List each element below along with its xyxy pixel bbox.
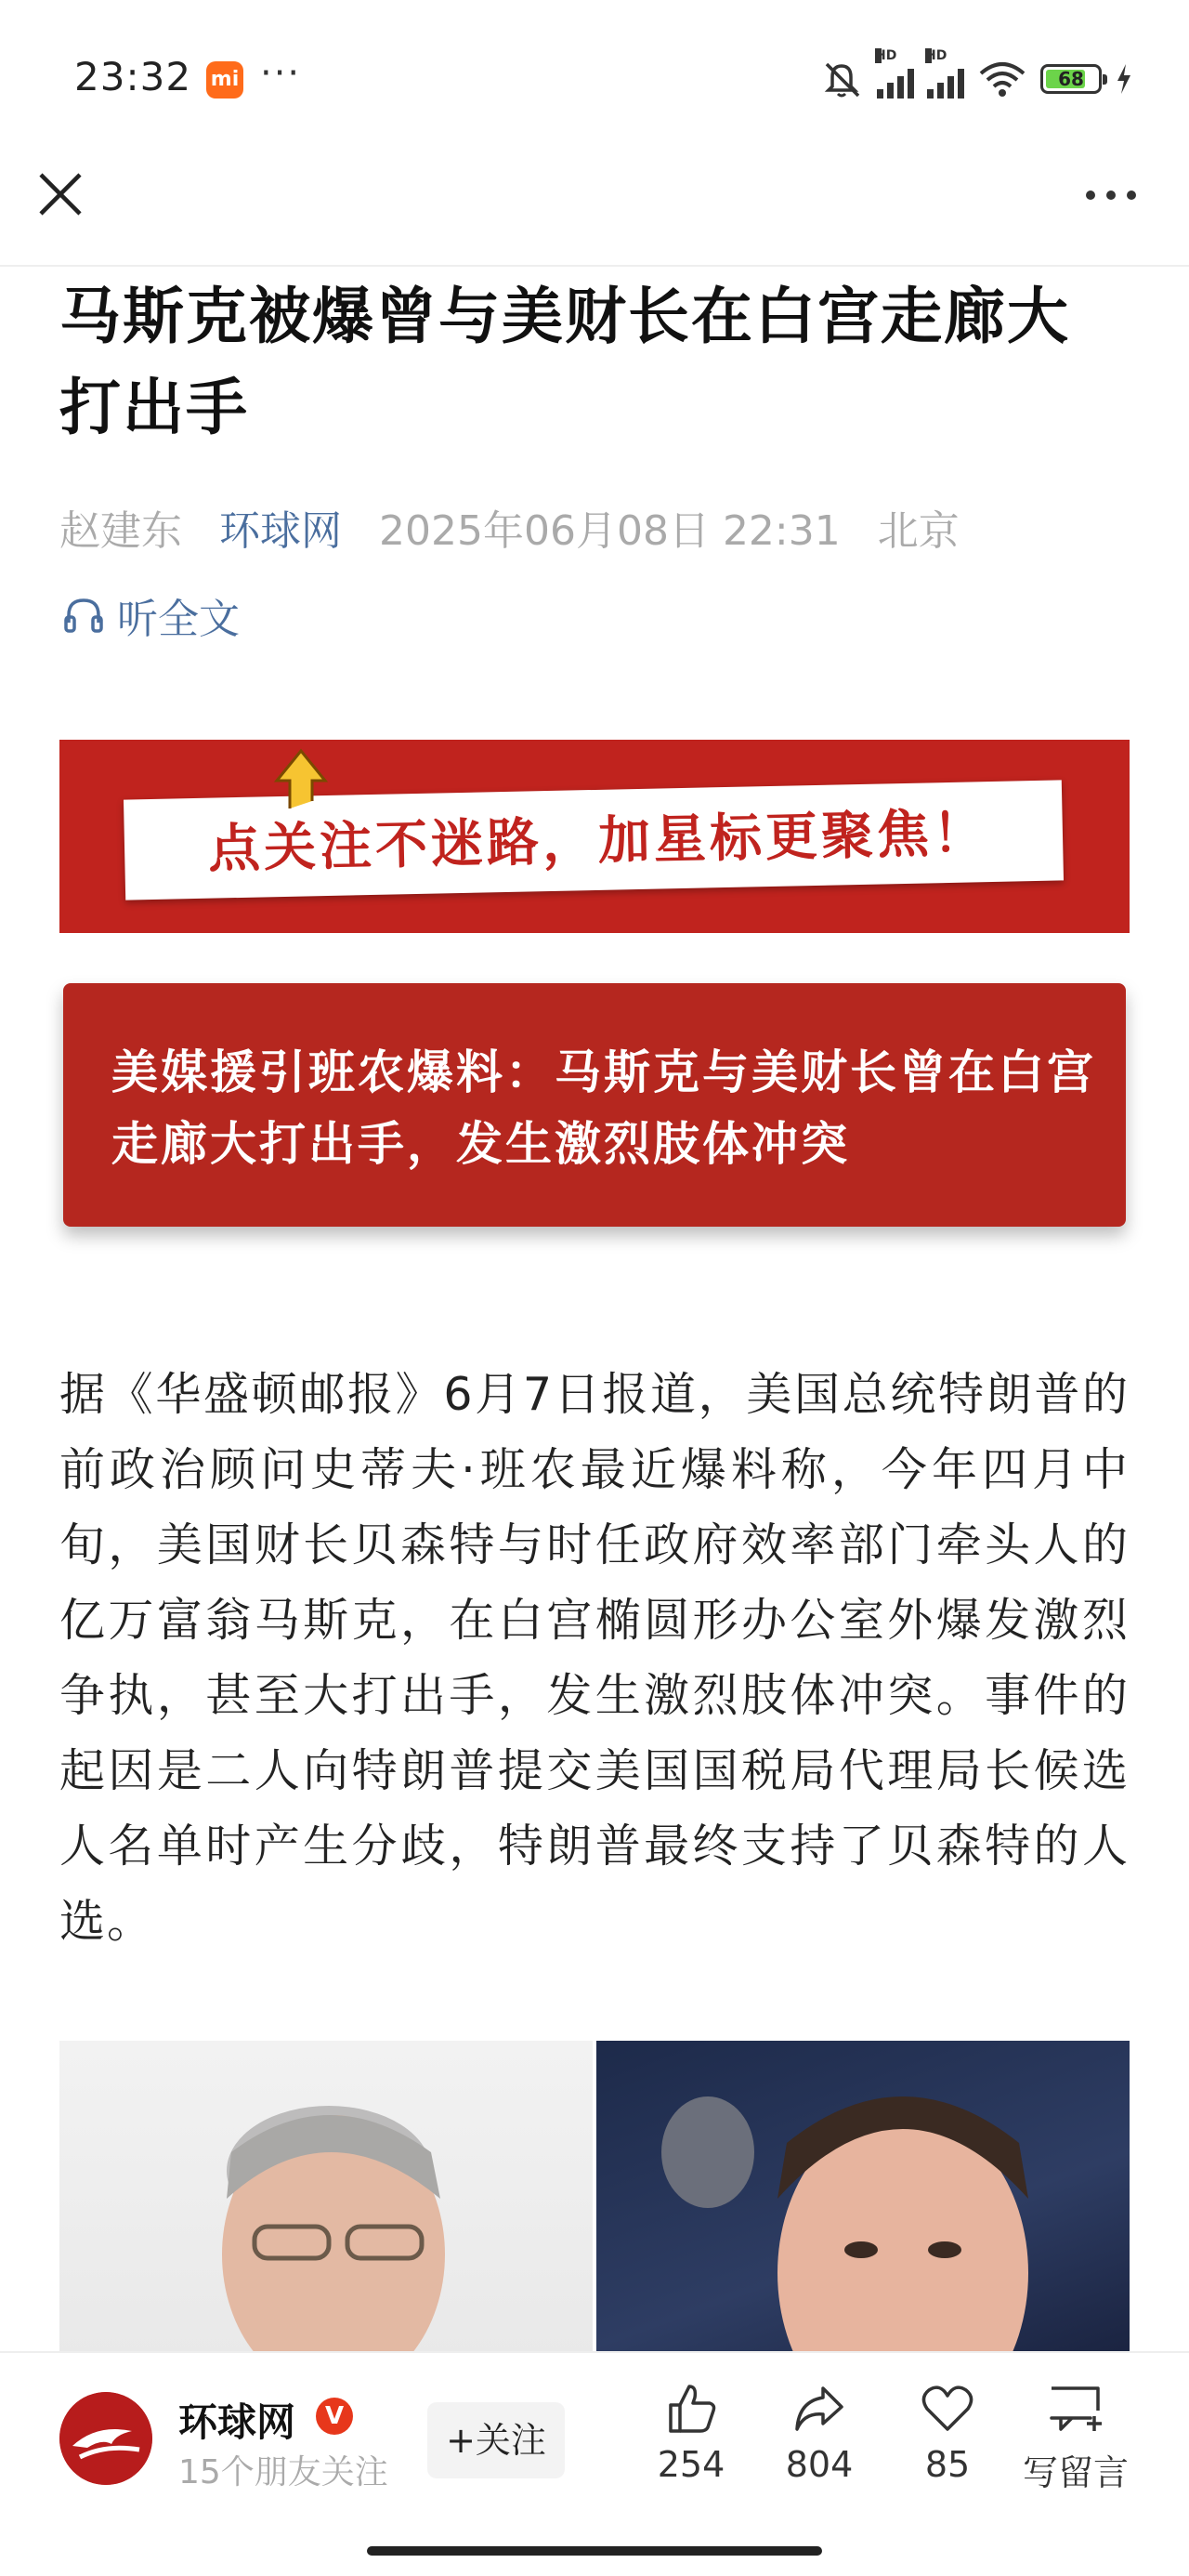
favorite-count: 85 <box>924 2444 971 2485</box>
hd-label-2: HD <box>925 48 947 63</box>
headline-card <box>63 983 1126 1227</box>
notification-more-icon: ··· <box>260 52 302 95</box>
listen-label: 听全文 <box>117 596 240 643</box>
publisher-avatar[interactable] <box>59 2392 152 2485</box>
source-link[interactable]: 环球网 <box>219 507 342 555</box>
verified-badge-icon: V <box>316 2398 353 2435</box>
article-meta <box>59 497 960 557</box>
article-photo[interactable] <box>59 2041 1130 2357</box>
heart-icon <box>920 2381 975 2437</box>
mute-icon <box>819 59 864 99</box>
author: 赵建东 <box>59 507 182 555</box>
follow-banner <box>59 740 1130 933</box>
article-body: 据《华盛顿邮报》6月7日报道，美国总统特朗普的前政治顾问史蒂夫·班农最近爆料称，今年四月中旬，美国财长贝森特与时任政府效率部门牵头人的亿万富翁马斯克，在白宫椭圆形办公室外爆发激烈争执，甚至大打出手，发生激烈肢体冲突。事件的起因是二人向特朗普提交美国国税局代理局长候选人名单时产生分歧，特朗普最终支持了贝森特的人选。 <box>59 1368 1130 1948</box>
location: 北京 <box>877 507 960 555</box>
banner-text: 点关注不迷路，加星标更聚焦！ <box>207 802 989 880</box>
photo-left-person <box>59 2041 593 2357</box>
comment-label: 写留言 <box>1022 2452 1129 2493</box>
signal-icon <box>875 48 914 99</box>
listen-button[interactable] <box>63 585 240 645</box>
wifi-icon <box>977 60 1027 98</box>
status-bar <box>0 0 1189 158</box>
publish-datetime: 2025年06月08日 22:31 <box>379 507 841 555</box>
share-button[interactable] <box>754 2381 884 2485</box>
article-title: 马斯克被爆曾与美财长在白宫走廊大打出手 <box>59 281 1070 443</box>
close-icon[interactable] <box>33 167 87 221</box>
battery-icon <box>1040 64 1102 94</box>
signal-icon-2 <box>925 48 964 99</box>
status-icons <box>819 48 1133 102</box>
like-button[interactable] <box>626 2381 756 2485</box>
headline-card-text: 美媒援引班农爆料：马斯克与美财长曾在白宫走廊大打出手，发生激烈肢体冲突 <box>111 1045 1096 1171</box>
battery-level: 68 <box>1058 68 1084 90</box>
like-count: 254 <box>657 2444 725 2485</box>
person-portrait-right <box>596 2041 1130 2357</box>
favorite-button[interactable] <box>882 2381 1013 2485</box>
home-indicator[interactable] <box>367 2546 822 2556</box>
charging-icon <box>1115 62 1133 96</box>
share-count: 804 <box>785 2444 854 2485</box>
mi-app-icon: mi <box>206 61 243 99</box>
share-arrow-icon <box>791 2381 847 2437</box>
more-icon[interactable] <box>1078 181 1144 209</box>
comment-plus-icon <box>1046 2381 1105 2437</box>
person-portrait-left <box>59 2041 593 2357</box>
comment-button[interactable] <box>1011 2381 1141 2495</box>
headphones-icon <box>63 597 104 634</box>
status-time: 23:32 <box>74 54 192 99</box>
top-nav <box>0 158 1189 267</box>
friends-following: 15个朋友关注 <box>178 2453 388 2491</box>
publisher-name[interactable]: 环球网 <box>178 2399 296 2445</box>
photo-right-person <box>596 2041 1130 2357</box>
publisher-logo-icon <box>59 2392 152 2485</box>
thumbs-up-icon <box>663 2381 719 2437</box>
follow-button[interactable]: +关注 <box>427 2402 565 2478</box>
hd-label: HD <box>875 48 897 63</box>
